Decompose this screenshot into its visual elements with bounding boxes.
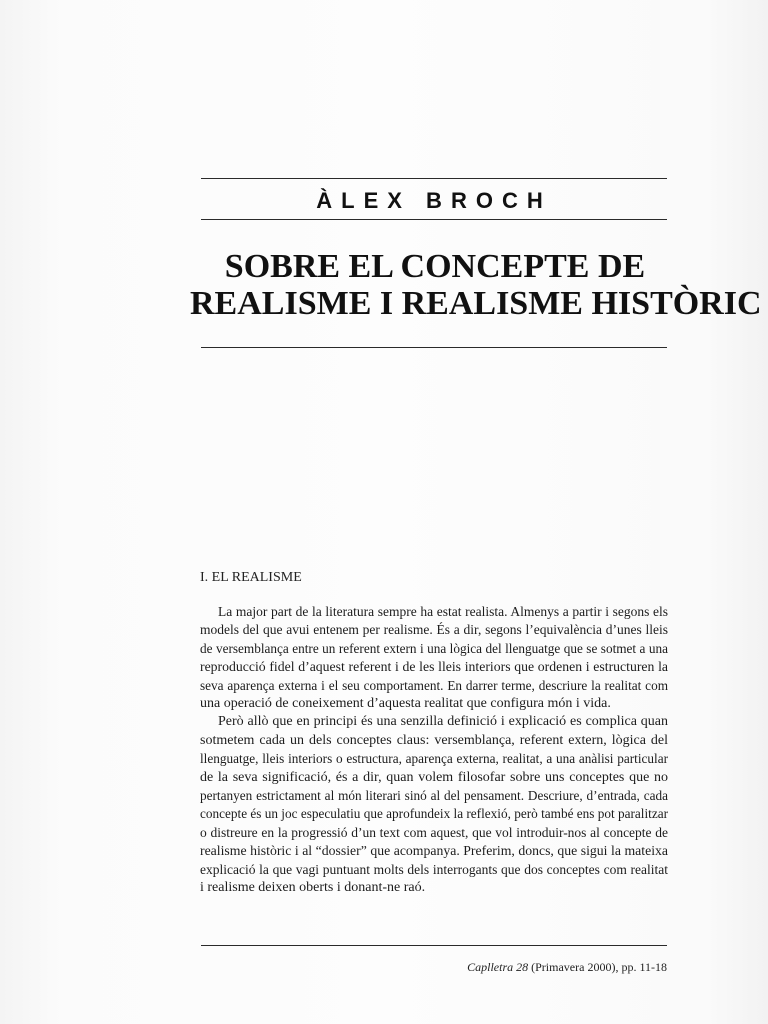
article-body [200,603,668,898]
text-line: de la seva significació, és a dir, quan volem filosofar sobre uns conceptes que no [200,769,668,785]
citation-details: (Primavera 2000), pp. 11-18 [528,960,667,974]
author-name: ÀLEX BROCH [316,188,552,213]
section-heading: I. EL REALISME [200,570,302,585]
top-rule [201,178,667,179]
author-rule [201,219,667,220]
title-rule [201,347,667,348]
text-line: explicació la que vagi puntuant molts dels interrogants que dos conceptes com realitat [200,861,668,877]
title-line: SOBRE EL CONCEPTE DE [224,248,646,285]
text-line: llenguatge, lleis interiors o estructura, aparença externa, realitat, a una anàlisi particular [200,751,668,767]
text-line: de versemblança entre un referent extern i una lògica del llenguatge que se sotmet a una [200,640,668,656]
article-title [190,248,762,322]
text-line: una operació de coneixement d’aquesta realitat que configura món i vida. [200,696,611,712]
text-line: La major part de la literatura sempre ha estat realista. Almenys a partir i segons els [218,604,668,619]
footer-rule [201,945,667,946]
text-line: pertanyen estrictament al món literari sinó al del pensament. Descriure, d’entrada, cada [200,788,668,804]
text-line: o distreure en la progressió d’un text com aquest, que vol introduir-nos al concepte de [200,824,668,840]
text-line: concepte és un joc especulatiu que aprofundeix la reflexió, però també ens pot paralitzar [200,806,668,822]
text-line: Però allò que en principi és una senzilla definició i explicació es complica quan [218,714,668,730]
page-footer [380,960,667,975]
title-line: REALISME I REALISME HISTÒRIC [190,285,762,322]
text-line: models del que avui entenem per realisme. És a dir, segons l’equivalència d’unes lleis [200,622,668,638]
paragraph [200,713,668,897]
text-line: seva aparença externa i el seu comportament. En darrer terme, descriure la realitat com [200,677,668,693]
text-line: realisme històric i al “dossier” que acompanya. Preferim, doncs, que sigui la mateixa [200,843,668,859]
text-line: reproducció fidel d’aquest referent i de les lleis interiors que ordenen i estructuren la [200,659,668,675]
journal-name: Caplletra 28 [467,960,529,974]
text-line: i realisme deixen oberts i donant-ne raó. [200,880,426,896]
paragraph [200,603,668,713]
text-line: sotmetem cada un dels conceptes claus: versemblança, referent extern, lògica del [200,732,668,748]
